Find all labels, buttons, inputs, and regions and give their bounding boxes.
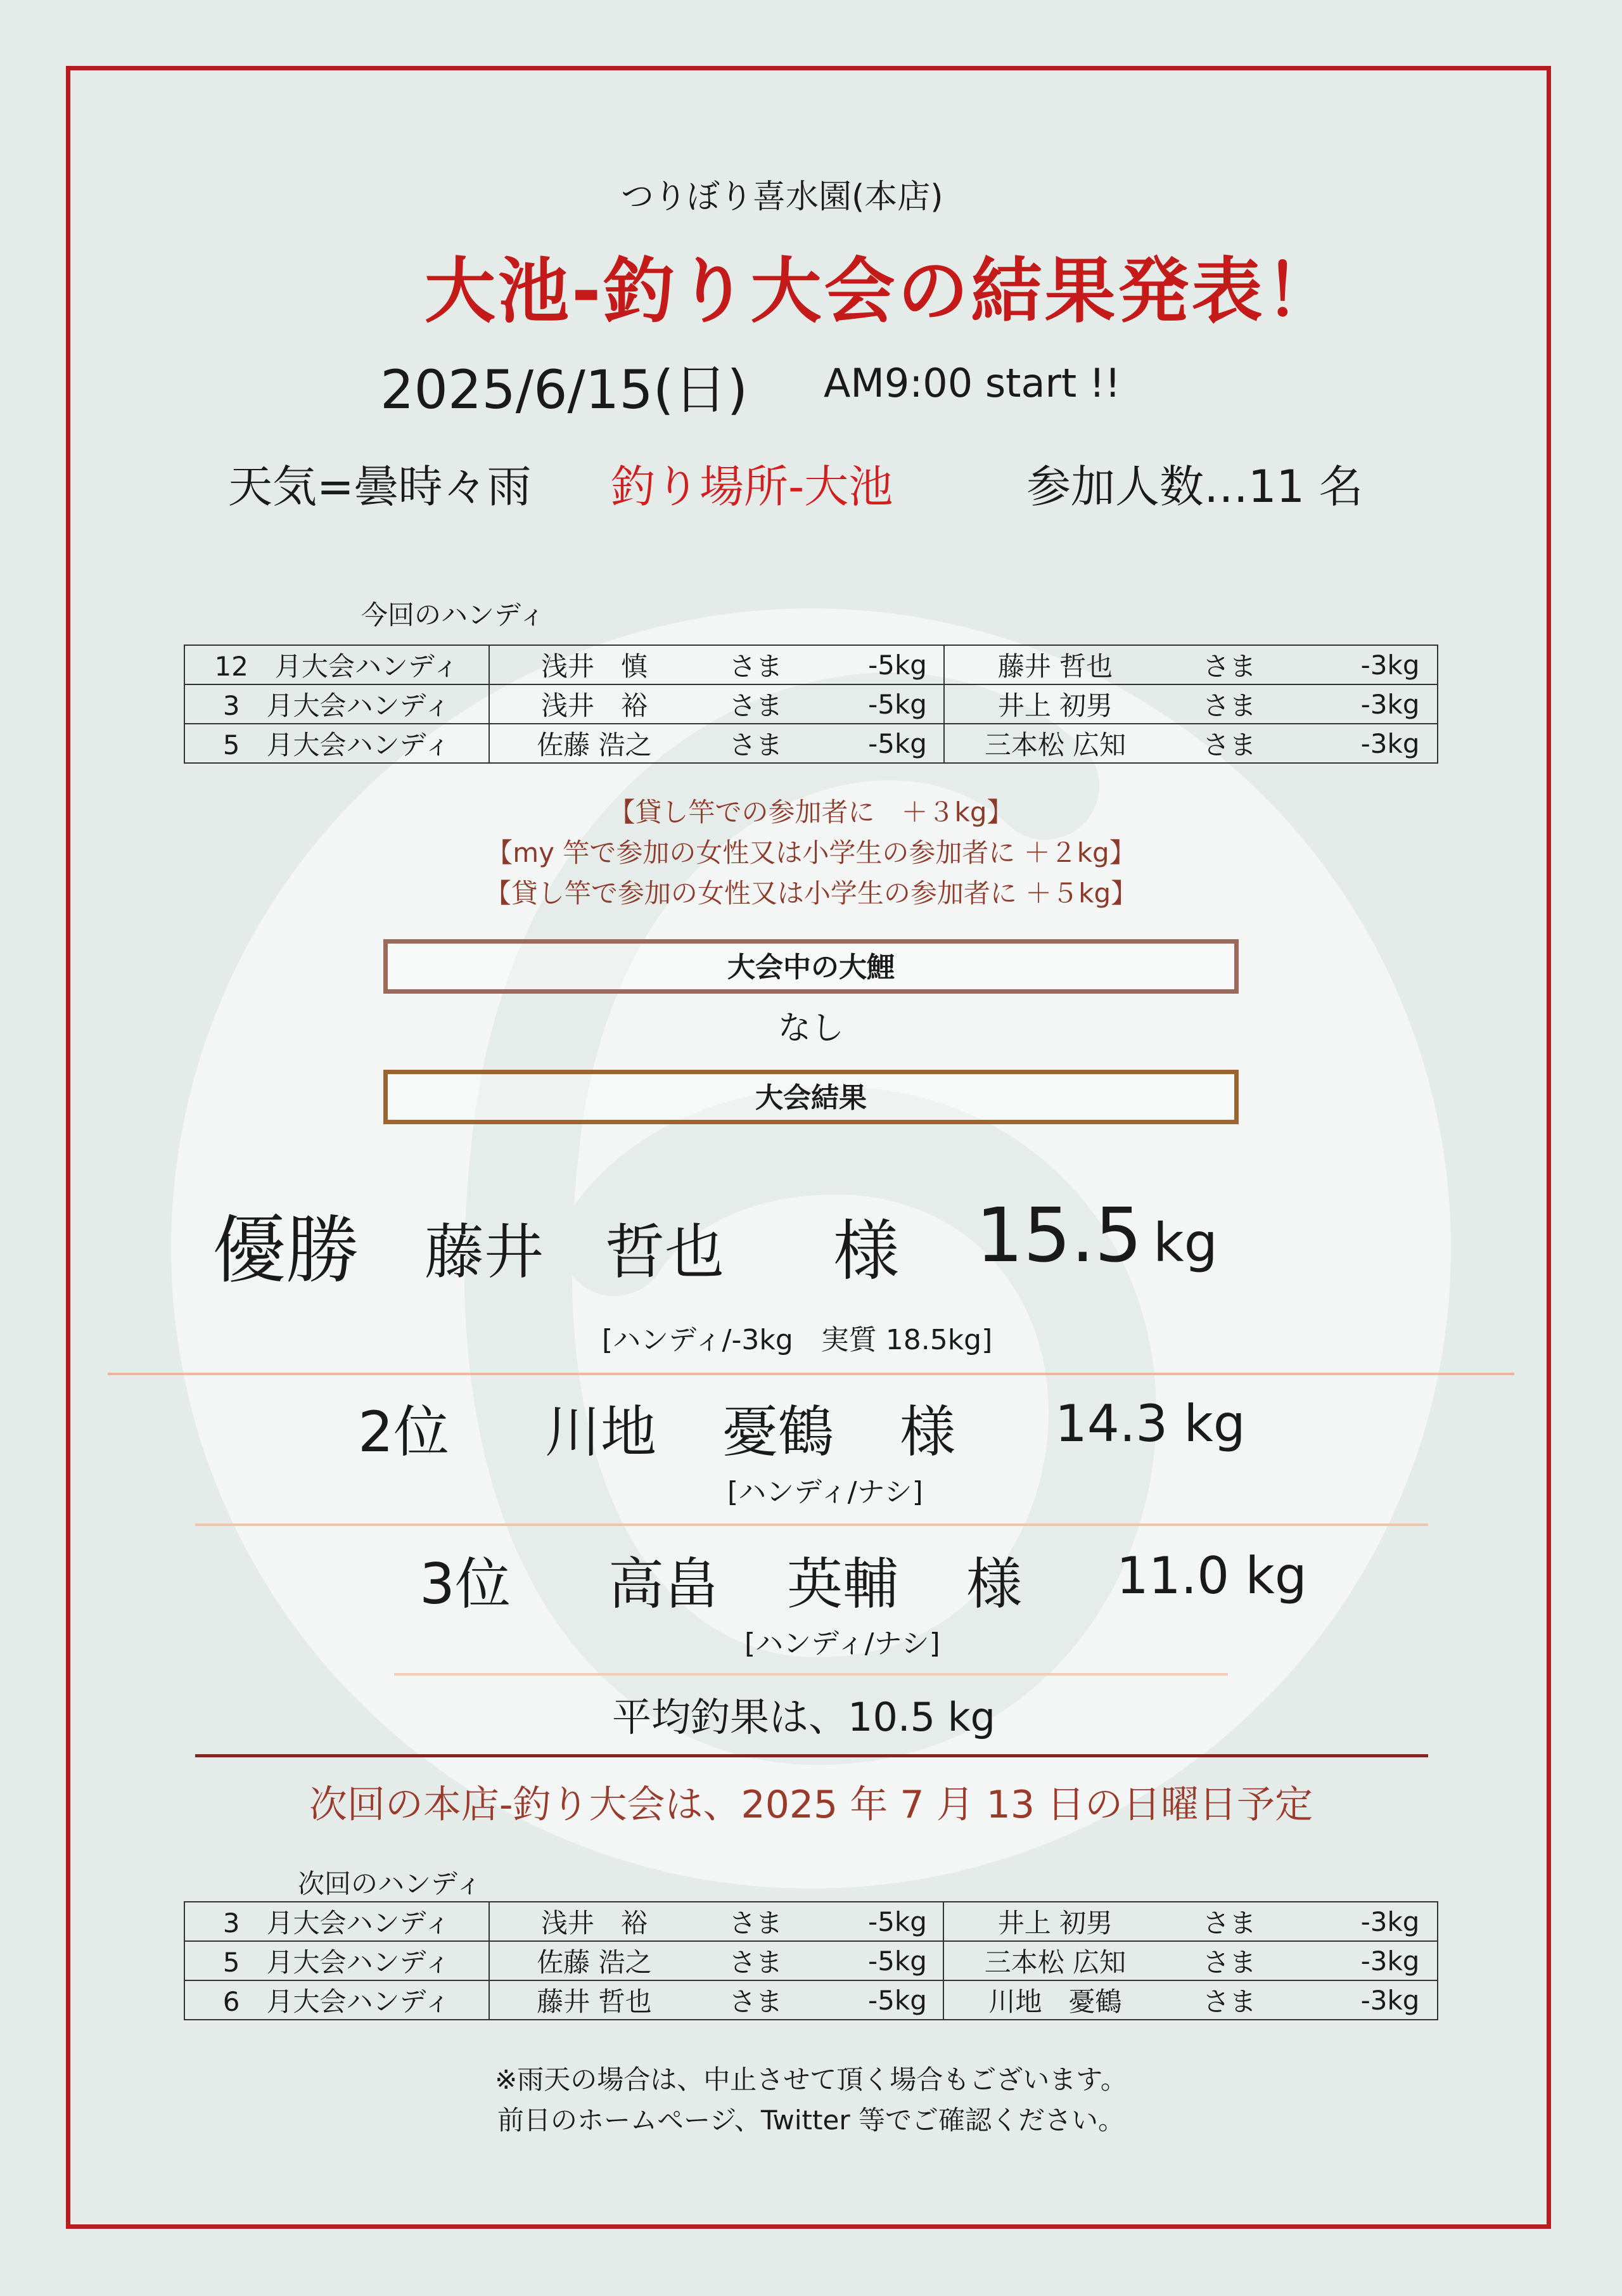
page-title: 大池-釣り大会の結果発表！ (425, 250, 1339, 333)
name-cell: 浅井 裕 (540, 690, 648, 721)
participant-count: 参加人数…11 名 (1026, 461, 1363, 513)
next-handicap-table (184, 1901, 1438, 2020)
winner-family-name: 藤井 (425, 1218, 544, 1287)
footer-notice (0, 2060, 1622, 2141)
divider (394, 1673, 1228, 1676)
winner-honorific: 様 (833, 1212, 900, 1290)
handicap-weight: -5kg (868, 1906, 927, 1937)
shop-name: つりぼり喜水園(本店) (621, 178, 943, 216)
name-cell: 藤井 哲也 (997, 651, 1113, 682)
name-cell: 浅井 裕 (540, 1908, 648, 1939)
honorific-cell: さま (1203, 690, 1256, 721)
divider (195, 1754, 1428, 1757)
handicap-weight: -3kg (1360, 1945, 1420, 1977)
honorific-cell: さま (729, 1947, 782, 1978)
honorific-cell: さま (729, 651, 782, 682)
winner-given-name: 哲也 (605, 1218, 725, 1287)
third-given-name: 英輔 (787, 1551, 899, 1617)
big-carp-result: なし (777, 1010, 844, 1048)
third-handicap-note: [ハンディ/ナシ] (744, 1627, 940, 1660)
winner-rank: 優勝 (212, 1208, 359, 1293)
name-cell: 井上 初男 (997, 690, 1113, 721)
table-row (184, 1941, 1438, 1980)
weather-info: 天気=曇時々雨 (228, 461, 532, 513)
third-rank: 3位 (419, 1551, 511, 1617)
handicap-weight: -5kg (868, 688, 927, 720)
table-row (184, 724, 1438, 763)
honorific-cell: さま (1203, 1986, 1256, 2017)
current-handicap-label: 今回のハンディ (361, 600, 546, 631)
month-cell: 3 月大会ハンディ (184, 684, 489, 724)
honorific-cell: さま (1203, 1908, 1256, 1939)
honorific-cell: さま (1203, 651, 1256, 682)
month-cell: 6 月大会ハンディ (184, 1980, 489, 2020)
handicap-weight: -3kg (1360, 728, 1420, 759)
big-carp-heading: 大会中の大鯉 (383, 939, 1239, 994)
handicap-weight: -3kg (1360, 688, 1420, 720)
average-catch: 平均釣果は、10.5 kg (612, 1694, 996, 1740)
second-given-name: 憂鶴 (722, 1399, 834, 1465)
rule-line: 【貸し竿で参加の女性又は小学生の参加者に ＋５kg】 (484, 878, 1138, 909)
name-cell: 浅井 慎 (540, 651, 648, 682)
name-cell: 三本松 広知 (984, 1947, 1127, 1978)
handicap-weight: -5kg (868, 1945, 927, 1977)
second-weight: 14.3 kg (1055, 1394, 1246, 1453)
third-honorific: 様 (966, 1551, 1023, 1617)
results-heading: 大会結果 (383, 1070, 1239, 1124)
month-cell: 12 月大会ハンディ (184, 645, 489, 684)
honorific-cell: さま (729, 729, 782, 760)
name-cell: 井上 初男 (997, 1908, 1113, 1939)
honorific-cell: さま (729, 1986, 782, 2017)
honorific-cell: さま (1203, 1947, 1256, 1978)
name-cell: 三本松 広知 (984, 729, 1127, 760)
month-cell: 3 月大会ハンディ (184, 1902, 489, 1941)
handicap-weight: -3kg (1360, 649, 1420, 681)
honorific-cell: さま (1203, 729, 1256, 760)
next-handicap-label: 次回のハンディ (298, 1868, 482, 1899)
rule-line: 【貸し竿での参加者に ＋３kg】 (608, 797, 1014, 828)
handicap-weight: -5kg (868, 649, 927, 681)
winner-handicap-note: [ハンディ/-3kg 実質 18.5kg] (602, 1324, 993, 1356)
divider (195, 1523, 1428, 1526)
rule-line: 【my 竿で参加の女性又は小学生の参加者に ＋２kg】 (486, 837, 1136, 868)
third-weight: 11.0 kg (1116, 1546, 1307, 1605)
second-rank: 2位 (358, 1399, 449, 1465)
second-family-name: 川地 (545, 1399, 657, 1465)
month-cell: 5 月大会ハンディ (184, 724, 489, 763)
honorific-cell: さま (729, 690, 782, 721)
month-cell: 5 月大会ハンディ (184, 1941, 489, 1980)
table-row (184, 645, 1438, 684)
divider (108, 1373, 1514, 1375)
event-date: 2025/6/15(日) (380, 359, 748, 421)
footer-line: 前日のホームページ、Twitter 等でご確認ください。 (497, 2105, 1125, 2136)
handicap-rules (0, 792, 1622, 914)
second-honorific: 様 (900, 1399, 956, 1465)
footer-line: ※雨天の場合は、中止させて頂く場合もございます。 (495, 2064, 1127, 2095)
honorific-cell: さま (729, 1908, 782, 1939)
winner-weight-unit: kg (1153, 1212, 1218, 1274)
winner-weight: 15.5 (976, 1191, 1142, 1279)
table-row (184, 684, 1438, 724)
name-cell: 佐藤 浩之 (537, 1947, 652, 1978)
location-info: 釣り場所-大池 (611, 461, 893, 513)
table-row (184, 1902, 1438, 1941)
start-time: AM9:00 start !! (824, 360, 1121, 406)
name-cell: 藤井 哲也 (537, 1986, 652, 2017)
handicap-weight: -3kg (1360, 1906, 1420, 1937)
third-family-name: 高畠 (608, 1551, 720, 1617)
next-event-announcement: 次回の本店-釣り大会は、2025 年 7 月 13 日の日曜日予定 (309, 1783, 1313, 1827)
handicap-weight: -5kg (868, 1984, 927, 2016)
handicap-weight: -5kg (868, 728, 927, 759)
table-row (184, 1980, 1438, 2020)
name-cell: 川地 憂鶴 (988, 1986, 1122, 2017)
second-handicap-note: [ハンディ/ナシ] (727, 1476, 923, 1508)
handicap-weight: -3kg (1360, 1984, 1420, 2016)
current-handicap-table (184, 645, 1438, 764)
name-cell: 佐藤 浩之 (537, 729, 652, 760)
